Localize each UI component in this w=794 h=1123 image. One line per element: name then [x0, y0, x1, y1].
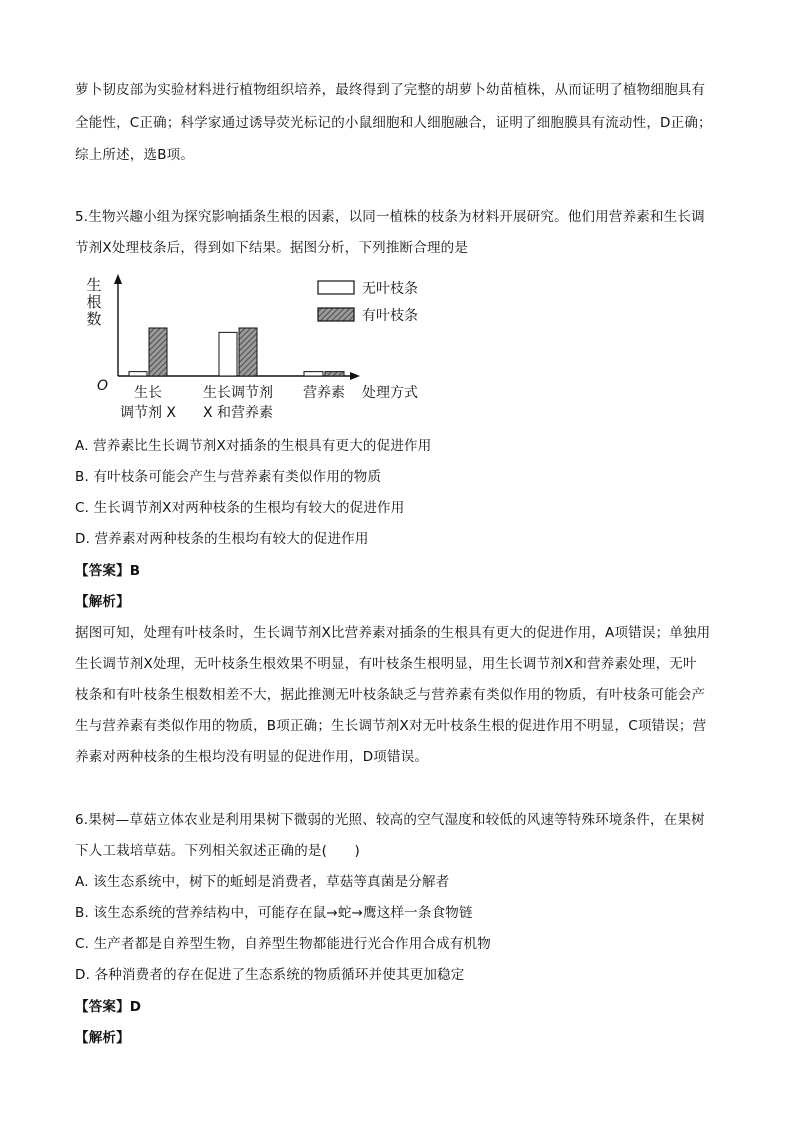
bar-no-leaf: [129, 372, 147, 376]
q5-analysis-line: 据图可知，处理有叶枝条时，生长调节剂X比营养素对插条的生根具有更大的促进作用，A项错误；单独用: [75, 625, 711, 641]
q6-analysis-label: 【解析】: [75, 1030, 130, 1046]
x-axis-arrow: [350, 372, 360, 380]
x-axis-label: 处理方式: [362, 385, 418, 401]
legend-swatch-with-leaf: [318, 308, 354, 321]
q6-option-c: C. 生产者都是自养型生物，自养型生物都能进行光合作用合成有机物: [75, 936, 491, 952]
intro-line: 萝卜韧皮部为实验材料进行植物组织培养，最终得到了完整的胡萝卜幼苗植株，从而证明了植物细胞具有: [75, 82, 706, 98]
q5-option-c: C. 生长调节剂X对两种枝条的生根均有较大的促进作用: [75, 500, 405, 516]
q5-answer: 【答案】B: [75, 563, 141, 579]
root-count-bar-chart: [80, 272, 430, 424]
q5-analysis-line: 生与营养素有类似作用的物质，B项正确；生长调节剂X对无叶枝条生根的促进作用不明显，C项错误；营: [75, 718, 707, 734]
q6-stem-line: 6.果树—草菇立体农业是利用果树下微弱的光照、较高的空气湿度和较低的风速等特殊环境条件，在果树: [75, 812, 705, 828]
category-labels-group: [120, 384, 345, 421]
legend-label-no-leaf: 无叶枝条: [362, 281, 418, 297]
q5-option-d: D. 营养素对两种枝条的生根均有较大的促进作用: [75, 531, 369, 547]
bar-no-leaf: [304, 372, 323, 376]
category-label: 生长调节剂 X 和营养素: [202, 385, 274, 421]
q6-option-a: A. 该生态系统中，树下的蚯蚓是消费者，草菇等真菌是分解者: [75, 874, 450, 890]
q5-stem-line: 5.生物兴趣小组为探究影响插条生根的因素，以同一植株的枝条为材料开展研究。他们用营养素和生长调: [75, 209, 705, 225]
q5-option-b: B. 有叶枝条可能会产生与营养素有类似作用的物质: [75, 469, 382, 485]
q5-analysis-line: 枝条和有叶枝条生根数相差不大，据此推测无叶枝条缺乏与营养素有类似作用的物质，有叶枝条可能会产: [75, 687, 706, 703]
intro-line: 综上所述，选B项。: [75, 147, 195, 163]
q5-stem-line: 节剂X处理枝条后，得到如下结果。据图分析，下列推断合理的是: [75, 240, 469, 256]
y-axis-label: 生根数: [86, 276, 102, 328]
bar-with-leaf: [325, 372, 344, 376]
legend-label-with-leaf: 有叶枝条: [362, 308, 418, 324]
q6-option-d: D. 各种消费者的存在促进了生态系统的物质循环并使其更加稳定: [75, 967, 465, 983]
intro-line: 全能性，C正确；科学家通过诱导荧光标记的小鼠细胞和人细胞融合，证明了细胞膜具有流动性，D正确；: [75, 115, 712, 131]
legend-swatch-no-leaf: [318, 281, 354, 294]
category-label: 营养素: [303, 385, 345, 401]
q5-analysis-line: 生长调节剂X处理，无叶枝条生根效果不明显，有叶枝条生根明显，用生长调节剂X和营养素处理，无叶: [75, 656, 697, 672]
y-axis-arrow: [114, 274, 122, 284]
bar-no-leaf: [219, 332, 237, 376]
bar-with-leaf: [149, 328, 167, 376]
bar-with-leaf: [239, 328, 257, 376]
legend: [318, 280, 418, 324]
q5-option-a: A. 营养素比生长调节剂X对插条的生根具有更大的促进作用: [75, 438, 432, 454]
q5-analysis-line: 养素对两种枝条的生根均没有明显的促进作用，D项错误。: [75, 749, 429, 765]
bars-group: [129, 328, 344, 376]
origin-label: O: [97, 378, 109, 394]
category-label: 生长调节剂 X: [119, 385, 177, 421]
q6-stem-line: 下人工栽培草菇。下列相关叙述正确的是( ): [75, 843, 360, 859]
q6-answer: 【答案】D: [75, 999, 142, 1015]
q6-option-b: B. 该生态系统的营养结构中，可能存在鼠→蛇→鹰这样一条食物链: [75, 905, 473, 921]
q5-analysis-label: 【解析】: [75, 594, 130, 610]
